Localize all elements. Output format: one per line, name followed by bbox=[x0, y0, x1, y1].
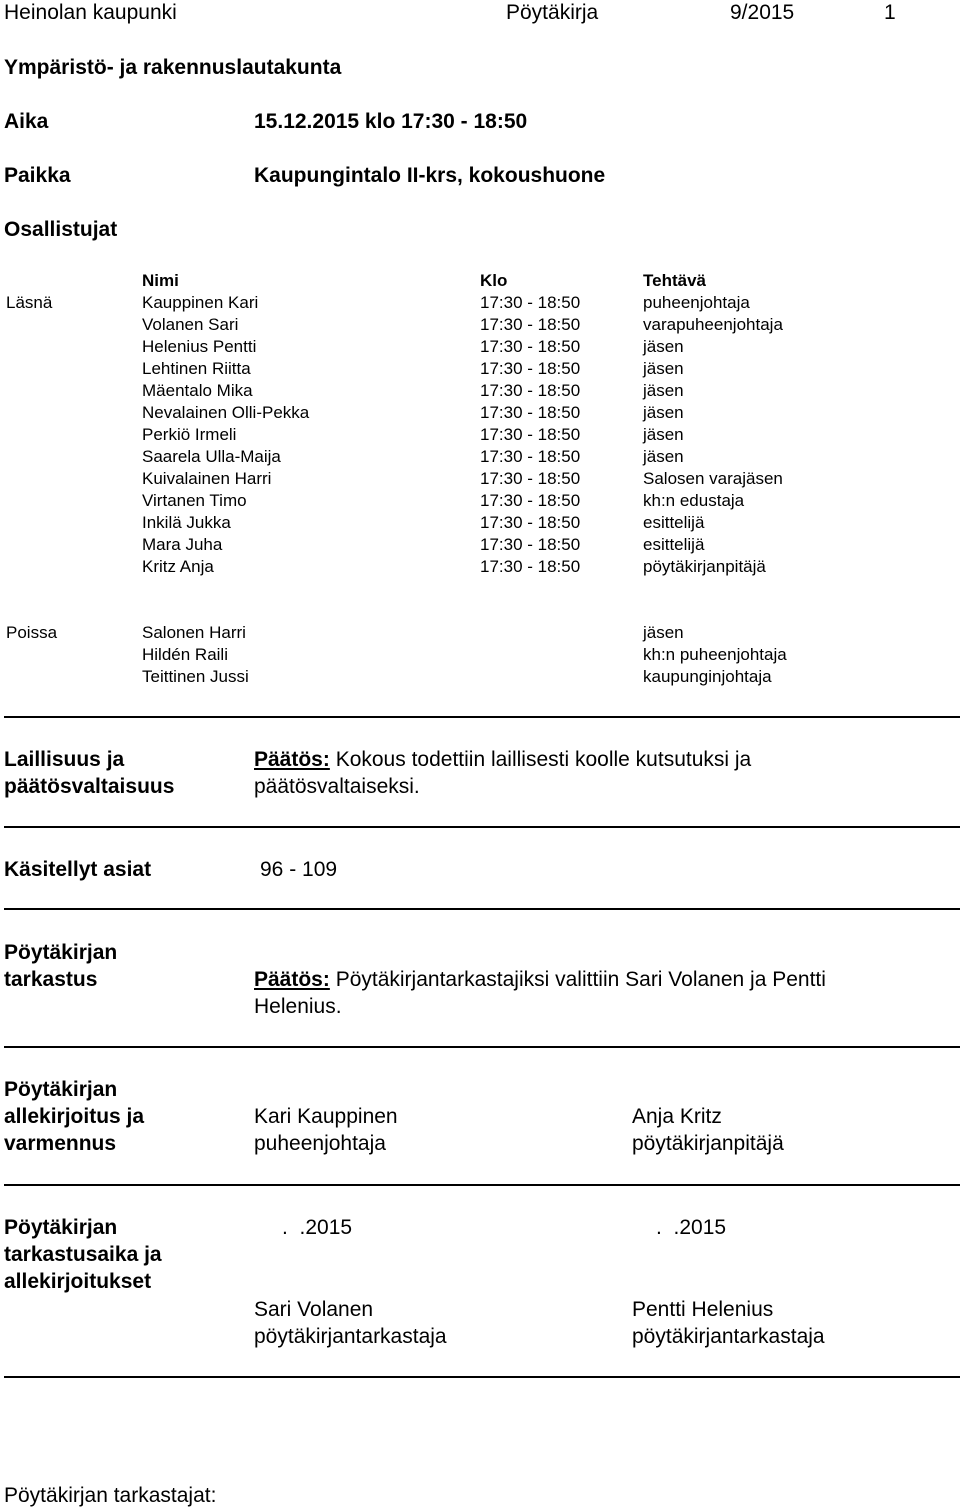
table-row bbox=[0, 534, 960, 556]
section-divider bbox=[4, 1184, 960, 1186]
inspector-role: pöytäkirjantarkastaja bbox=[632, 1325, 825, 1348]
doc-type: Pöytäkirja bbox=[506, 1, 599, 24]
paikka-label: Paikka bbox=[4, 164, 71, 187]
column-header-time: Klo bbox=[480, 271, 508, 290]
allekirjoitus-label-line1: Pöytäkirjan bbox=[4, 1078, 118, 1101]
table-row bbox=[0, 292, 960, 314]
absent-role: jäsen bbox=[643, 623, 684, 642]
signer-role: pöytäkirjanpitäjä bbox=[632, 1132, 784, 1155]
decision-label: Päätös: bbox=[254, 748, 330, 771]
attendee-name: Saarela Ulla-Maija bbox=[142, 447, 281, 466]
tarkastus-label-line2: tarkastus bbox=[4, 968, 98, 991]
table-row bbox=[0, 358, 960, 380]
aika-value: 15.12.2015 klo 17:30 - 18:50 bbox=[254, 110, 528, 133]
table-row bbox=[0, 380, 960, 402]
group-label-present: Läsnä bbox=[6, 293, 53, 312]
column-header-role: Tehtävä bbox=[643, 271, 706, 290]
attendee-name: Lehtinen Riitta bbox=[142, 359, 251, 378]
signer-role: puheenjohtaja bbox=[254, 1132, 386, 1155]
attendee-role: jäsen bbox=[643, 381, 684, 400]
kasitellyt-label: Käsitellyt asiat bbox=[4, 858, 152, 881]
page-number: 1 bbox=[884, 1, 896, 24]
inspector-role: pöytäkirjantarkastaja bbox=[254, 1325, 447, 1348]
attendee-role: jäsen bbox=[643, 447, 684, 466]
tarkastus-decision-line2: Helenius. bbox=[254, 995, 342, 1018]
laillisuus-decision-line2: päätösvaltaiseksi. bbox=[254, 775, 420, 798]
attendee-time: 17:30 - 18:50 bbox=[480, 447, 581, 466]
section-divider bbox=[4, 908, 960, 910]
column-header-name: Nimi bbox=[142, 271, 179, 290]
signature-date: . .2015 bbox=[656, 1216, 727, 1239]
attendee-role: esittelijä bbox=[643, 535, 705, 554]
table-row bbox=[0, 490, 960, 512]
aika-label: Aika bbox=[4, 110, 49, 133]
attendee-name: Helenius Pentti bbox=[142, 337, 257, 356]
laillisuus-decision-line1 bbox=[254, 746, 751, 773]
attendee-name: Mara Juha bbox=[142, 535, 223, 554]
allekirjoitus-label-line2: allekirjoitus ja bbox=[4, 1105, 145, 1128]
table-row bbox=[0, 468, 960, 490]
table-row bbox=[0, 446, 960, 468]
section-divider bbox=[4, 716, 960, 718]
committee-name: Ympäristö- ja rakennuslautakunta bbox=[4, 56, 342, 79]
attendee-name: Virtanen Timo bbox=[142, 491, 247, 510]
section-divider bbox=[4, 826, 960, 828]
table-row bbox=[0, 512, 960, 534]
table-row bbox=[0, 314, 960, 336]
tarkastus-label-line1: Pöytäkirjan bbox=[4, 941, 118, 964]
attendee-table-header bbox=[0, 270, 960, 292]
attendee-role: jäsen bbox=[643, 337, 684, 356]
tarkastusaika-label-line1: Pöytäkirjan bbox=[4, 1216, 118, 1239]
table-row bbox=[0, 622, 960, 644]
absent-name: Hildén Raili bbox=[142, 645, 228, 664]
section-divider bbox=[4, 1046, 960, 1048]
signer-name: Anja Kritz bbox=[632, 1105, 722, 1128]
table-row bbox=[0, 336, 960, 358]
attendee-time: 17:30 - 18:50 bbox=[480, 425, 581, 444]
kasitellyt-value: 96 - 109 bbox=[260, 858, 338, 881]
org-name: Heinolan kaupunki bbox=[4, 1, 177, 24]
attendee-role: puheenjohtaja bbox=[643, 293, 750, 312]
table-row bbox=[0, 402, 960, 424]
attendee-role: kh:n edustaja bbox=[643, 491, 745, 510]
laillisuus-label-line1: Laillisuus ja bbox=[4, 748, 125, 771]
attendee-time: 17:30 - 18:50 bbox=[480, 337, 581, 356]
attendee-time: 17:30 - 18:50 bbox=[480, 557, 581, 576]
absent-role: kh:n puheenjohtaja bbox=[643, 645, 787, 664]
absent-name: Teittinen Jussi bbox=[142, 667, 249, 686]
group-label-absent: Poissa bbox=[6, 623, 58, 642]
attendee-name: Kritz Anja bbox=[142, 557, 214, 576]
allekirjoitus-label-line3: varmennus bbox=[4, 1132, 117, 1155]
table-row bbox=[0, 556, 960, 578]
attendee-time: 17:30 - 18:50 bbox=[480, 381, 581, 400]
attendee-time: 17:30 - 18:50 bbox=[480, 293, 581, 312]
attendee-time: 17:30 - 18:50 bbox=[480, 513, 581, 532]
attendee-role: varapuheenjohtaja bbox=[643, 315, 783, 334]
attendee-time: 17:30 - 18:50 bbox=[480, 535, 581, 554]
table-row bbox=[0, 666, 960, 688]
signature-date: . .2015 bbox=[282, 1216, 353, 1239]
attendee-name: Kuivalainen Harri bbox=[142, 469, 272, 488]
decision-label: Päätös: bbox=[254, 968, 330, 991]
attendee-name: Perkiö Irmeli bbox=[142, 425, 237, 444]
absent-role: kaupunginjohtaja bbox=[643, 667, 772, 686]
attendee-role: jäsen bbox=[643, 425, 684, 444]
attendee-name: Volanen Sari bbox=[142, 315, 239, 334]
tarkastus-decision-line1 bbox=[254, 966, 826, 993]
decision-text: Pöytäkirjantarkastajiksi valittiin Sari Volanen ja Pentti bbox=[329, 968, 826, 991]
osallistujat-label: Osallistujat bbox=[4, 218, 118, 241]
attendee-time: 17:30 - 18:50 bbox=[480, 315, 581, 334]
inspector-name: Pentti Helenius bbox=[632, 1298, 774, 1321]
attendee-role: pöytäkirjanpitäjä bbox=[643, 557, 766, 576]
table-row bbox=[0, 424, 960, 446]
paikka-value: Kaupungintalo II-krs, kokoushuone bbox=[254, 164, 606, 187]
attendee-time: 17:30 - 18:50 bbox=[480, 359, 581, 378]
doc-number: 9/2015 bbox=[730, 1, 795, 24]
attendee-time: 17:30 - 18:50 bbox=[480, 403, 581, 422]
inspector-name: Sari Volanen bbox=[254, 1298, 374, 1321]
decision-text: Kokous todettiin laillisesti koolle kutsutuksi ja bbox=[329, 748, 752, 771]
attendee-role: jäsen bbox=[643, 359, 684, 378]
table-row bbox=[0, 644, 960, 666]
absent-name: Salonen Harri bbox=[142, 623, 246, 642]
attendee-role: esittelijä bbox=[643, 513, 705, 532]
attendee-role: Salosen varajäsen bbox=[643, 469, 783, 488]
section-divider bbox=[4, 1376, 960, 1378]
tarkastusaika-label-line2: tarkastusaika ja bbox=[4, 1243, 162, 1266]
attendee-time: 17:30 - 18:50 bbox=[480, 469, 581, 488]
attendee-role: jäsen bbox=[643, 403, 684, 422]
attendee-name: Mäentalo Mika bbox=[142, 381, 253, 400]
tarkastusaika-label-line3: allekirjoitukset bbox=[4, 1270, 152, 1293]
attendee-name: Nevalainen Olli-Pekka bbox=[142, 403, 310, 422]
attendee-name: Inkilä Jukka bbox=[142, 513, 231, 532]
attendee-time: 17:30 - 18:50 bbox=[480, 491, 581, 510]
attendee-name: Kauppinen Kari bbox=[142, 293, 259, 312]
footer-inspectors-label: Pöytäkirjan tarkastajat: bbox=[4, 1484, 217, 1507]
laillisuus-label-line2: päätösvaltaisuus bbox=[4, 775, 175, 798]
signer-name: Kari Kauppinen bbox=[254, 1105, 398, 1128]
